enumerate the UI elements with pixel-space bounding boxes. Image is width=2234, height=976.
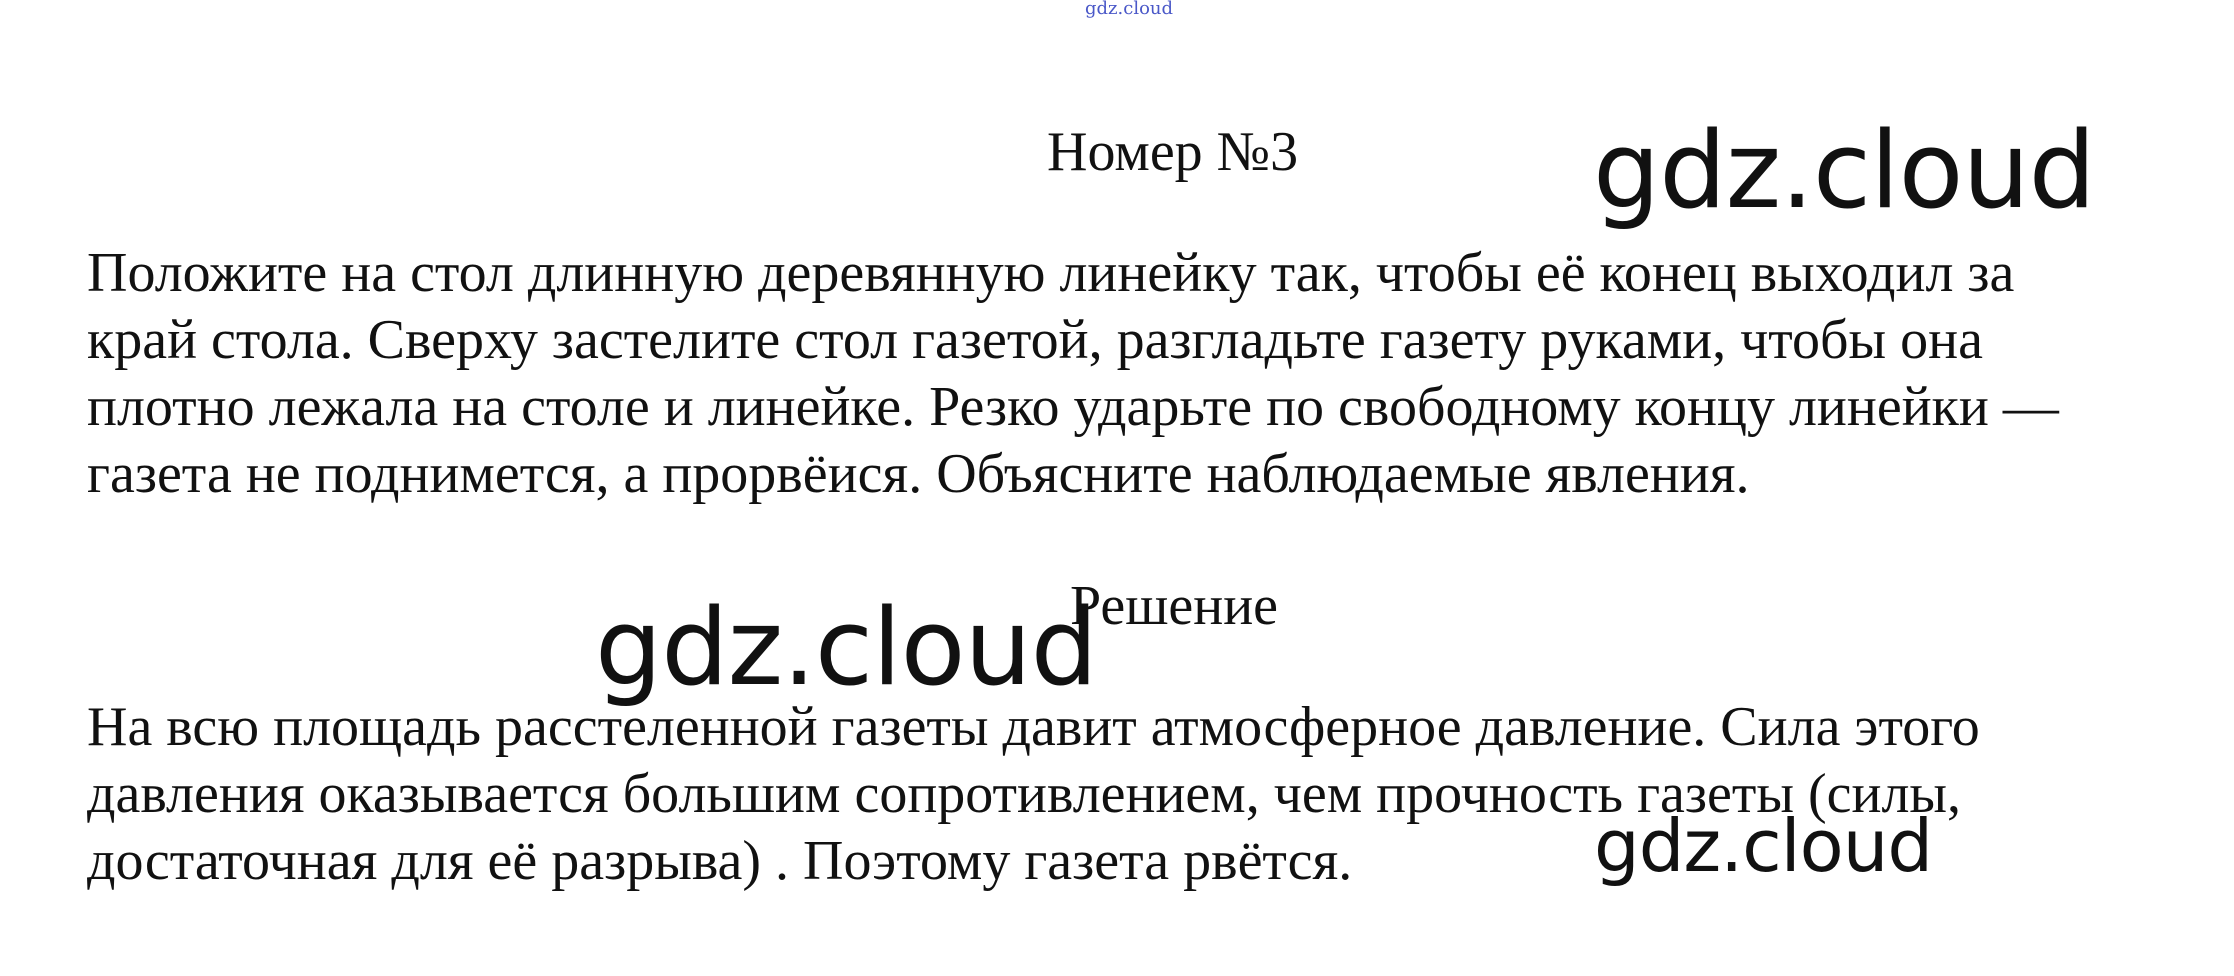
solution-line: давления оказывается большим сопротивлением, чем прочность газеты (силы, [87,763,1962,825]
solution-line: На всю площадь расстеленной газеты давит атмосферное давление. Сила этого [87,696,1980,758]
problem-title: Номер №3 [1047,121,1299,183]
top-site-mark: gdz.cloud [1085,0,1174,19]
problem-text [87,240,2217,508]
problem-line: плотно лежала на столе и линейке. Резко ударьте по свободному концу линейки — [87,376,2059,438]
watermark: gdz.cloud [595,586,1097,709]
solution-line: достаточная для её разрыва) . Поэтому газета рвётся. [87,830,1353,892]
watermark: gdz.cloud [1593,109,2095,232]
problem-line: Положите на стол длинную деревянную линейку так, чтобы её конец выходил за [87,242,2015,304]
solution-title: Решение [1070,575,1279,637]
watermark: gdz.cloud [1594,804,1933,888]
problem-line: газета не поднимется, а прорвёися. Объясните наблюдаемые явления. [87,443,1750,505]
problem-line: край стола. Сверху застелите стол газетой, разгладьте газету руками, чтобы она [87,309,1983,371]
